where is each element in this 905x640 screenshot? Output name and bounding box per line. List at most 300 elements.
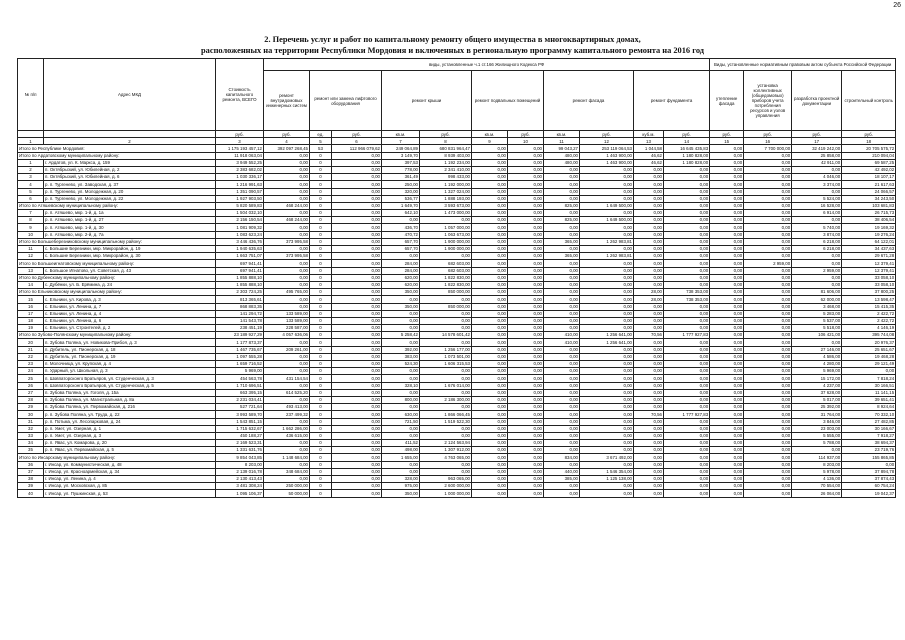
value-cell: 0,00 xyxy=(472,490,508,497)
row-number-cell: 20 xyxy=(18,339,44,346)
value-cell: 365,00 xyxy=(544,238,580,245)
value-cell: 238 451,19 xyxy=(216,325,264,332)
value-cell: 0,00 xyxy=(472,174,508,181)
value-cell: 1 192 234,00 xyxy=(420,159,472,166)
value-cell: 0,00 xyxy=(508,440,544,447)
value-cell: 1 256 641,00 xyxy=(580,332,634,339)
value-cell: 1 175 193 457,12 xyxy=(216,145,264,152)
address-cell: с. Ельники, ул. Ленина, д. 7 xyxy=(44,303,216,310)
value-cell: 6 914,00 xyxy=(792,210,842,217)
value-cell: 0,00 xyxy=(634,274,664,281)
column-number-cell: 8 xyxy=(420,138,472,145)
value-cell: 0,00 xyxy=(332,432,382,439)
value-cell: 0,00 xyxy=(544,260,580,267)
address-cell: р. п. Потьма, ул. Лесопарковая, д. 24 xyxy=(44,418,216,425)
value-cell: 0,00 xyxy=(472,404,508,411)
value-cell: 0,00 xyxy=(744,166,792,173)
row-number-cell: 10 xyxy=(18,231,44,238)
value-cell: 0,00 xyxy=(710,224,744,231)
value-cell: 385,00 xyxy=(544,476,580,483)
value-cell: 0,00 xyxy=(264,246,310,253)
value-cell: 1 659 716,52 xyxy=(216,361,264,368)
value-cell: 0,00 xyxy=(744,303,792,310)
table-row xyxy=(18,181,896,188)
address-cell: Итого по Республике Мордовия: xyxy=(18,145,216,152)
value-cell: 8 924,64 xyxy=(842,404,896,411)
value-cell: 0,00 xyxy=(710,411,744,418)
value-cell: 373 995,58 xyxy=(264,238,310,245)
row-number-cell: 23 xyxy=(18,361,44,368)
value-cell: 0,00 xyxy=(544,411,580,418)
value-cell: 0 xyxy=(310,166,332,173)
value-cell: 0,00 xyxy=(580,440,634,447)
value-cell: 1 351 090,57 xyxy=(216,188,264,195)
value-cell: 0,00 xyxy=(580,361,634,368)
value-cell: 0,00 xyxy=(332,310,382,317)
header-foundation: ремонт фундамента xyxy=(634,71,710,131)
value-cell: 0,00 xyxy=(420,425,472,432)
value-cell: 19 276,24 xyxy=(842,231,896,238)
value-cell: 1 148 684,00 xyxy=(264,454,310,461)
value-cell: 0,00 xyxy=(544,303,580,310)
value-cell: 0,00 xyxy=(744,289,792,296)
value-cell: 1 900 000,00 xyxy=(420,246,472,253)
address-cell: р. п. Тургенево, ул. Молодежная, д. 20 xyxy=(44,188,216,195)
value-cell: 0,00 xyxy=(472,317,508,324)
value-cell: 0,00 xyxy=(472,217,508,224)
column-number-cell: 6 xyxy=(332,138,382,145)
value-cell: 0,00 xyxy=(710,389,744,396)
units-row xyxy=(18,131,896,138)
value-cell: 0,00 xyxy=(664,260,710,267)
value-cell: 411,52 xyxy=(382,440,420,447)
value-cell: 0,00 xyxy=(472,418,508,425)
value-cell: 32 419 242,00 xyxy=(792,145,842,152)
value-cell: 0,00 xyxy=(264,181,310,188)
value-cell: 0,00 xyxy=(664,476,710,483)
value-cell: 0,00 xyxy=(842,461,896,468)
row-number-cell: 36 xyxy=(18,461,44,468)
value-cell: 0,00 xyxy=(472,411,508,418)
value-cell: 0,00 xyxy=(544,267,580,274)
value-cell: 0,00 xyxy=(508,296,544,303)
value-cell: 0,00 xyxy=(710,361,744,368)
value-cell: 0,00 xyxy=(634,281,664,288)
address-cell: р. п. Умет, ул. Озерная, д. 3 xyxy=(44,432,216,439)
value-cell: 6 218,00 xyxy=(792,246,842,253)
value-cell: 0,00 xyxy=(332,253,382,260)
column-number-cell: 11 xyxy=(544,138,580,145)
value-cell: 0,00 xyxy=(634,339,664,346)
value-cell: 0,00 xyxy=(508,159,544,166)
column-number-cell: 18 xyxy=(842,138,896,145)
value-cell: 0,00 xyxy=(744,361,792,368)
address-cell: п. Зубова Поляна, ул. Первомайская, д. 216 xyxy=(44,404,216,411)
value-cell: 1 649 500,00 xyxy=(580,217,634,224)
address-cell: р. п. Атяшево, мкр. 1-й, д. 30 xyxy=(44,224,216,231)
value-cell: 0,00 xyxy=(508,210,544,217)
value-cell: 0,00 xyxy=(544,289,580,296)
address-cell: Итого по Большеигнатовскому муниципальному району: xyxy=(18,260,216,267)
value-cell: 0,00 xyxy=(664,396,710,403)
value-cell: 0,00 xyxy=(744,310,792,317)
row-number-cell: 29 xyxy=(18,404,44,411)
value-cell: 0,00 xyxy=(508,425,544,432)
value-cell: 0 xyxy=(310,181,332,188)
row-number-cell: 21 xyxy=(18,346,44,353)
table-row xyxy=(18,310,896,317)
value-cell: 31 764,00 xyxy=(792,411,842,418)
value-cell: 0,00 xyxy=(508,166,544,173)
value-cell: 0 xyxy=(310,224,332,231)
value-cell: 0,00 xyxy=(332,468,382,475)
address-cell: с. Дубёнки, ул. Б. Ерёмина, д. 24 xyxy=(44,281,216,288)
value-cell: 0,00 xyxy=(332,382,382,389)
page-number: 26 xyxy=(893,2,901,9)
address-cell: п. Ударный, ул. Школьная, д. 3 xyxy=(44,368,216,375)
value-cell: 0,00 xyxy=(472,145,508,152)
value-cell: 0,00 xyxy=(710,382,744,389)
value-cell: 0,00 xyxy=(634,210,664,217)
value-cell: 0,00 xyxy=(472,396,508,403)
value-cell: 0,00 xyxy=(744,490,792,497)
address-cell: Итого по Ардатовскому муниципальному району: xyxy=(18,152,216,159)
row-number-cell: 28 xyxy=(18,396,44,403)
value-cell: 1 467 735,67 xyxy=(216,346,264,353)
value-cell: 0,00 xyxy=(508,246,544,253)
value-cell: 1 125 138,00 xyxy=(580,476,634,483)
value-cell: 1 030 336,17 xyxy=(216,174,264,181)
value-cell: 0,00 xyxy=(508,195,544,202)
value-cell: 0,00 xyxy=(420,432,472,439)
value-cell: 630,00 xyxy=(382,411,420,418)
value-cell: 0,00 xyxy=(264,267,310,274)
value-cell: 0,00 xyxy=(710,152,744,159)
value-cell: 0,00 xyxy=(744,476,792,483)
value-cell: 0,00 xyxy=(710,145,744,152)
value-cell: 0,00 xyxy=(792,339,842,346)
unit-cell: руб. xyxy=(792,131,842,138)
unit-cell: руб. xyxy=(420,131,472,138)
value-cell: 0 xyxy=(310,267,332,274)
value-cell: 397,53 xyxy=(382,159,420,166)
value-cell: 0,00 xyxy=(508,281,544,288)
value-cell: 0 xyxy=(310,281,332,288)
table-row xyxy=(18,461,896,468)
value-cell: 0,00 xyxy=(710,181,744,188)
value-cell: 1 083 623,24 xyxy=(216,231,264,238)
value-cell: 0,00 xyxy=(634,224,664,231)
value-cell: 0,00 xyxy=(634,404,664,411)
address-cell: п. Зубова Поляна, ул. Гоголя, д. 15а xyxy=(44,389,216,396)
value-cell: 0 xyxy=(310,317,332,324)
value-cell: 0,00 xyxy=(508,411,544,418)
value-cell: 12 379,41 xyxy=(842,267,896,274)
value-cell: 0,00 xyxy=(580,231,634,238)
value-cell: 0,00 xyxy=(264,353,310,360)
value-cell: 0 xyxy=(310,476,332,483)
value-cell: 0 xyxy=(310,396,332,403)
value-cell: 0,00 xyxy=(744,238,792,245)
value-cell: 0,00 xyxy=(710,303,744,310)
row-number-cell: 22 xyxy=(18,353,44,360)
address-cell: п. Зубова Поляна, ул. Новикова-Прибоя, д. 3 xyxy=(44,339,216,346)
value-cell: 738 353,00 xyxy=(664,296,710,303)
table-row xyxy=(18,325,896,332)
value-cell: 0,00 xyxy=(472,296,508,303)
value-cell: 2 130 413,43 xyxy=(216,476,264,483)
value-cell: 0,00 xyxy=(710,231,744,238)
value-cell: 30 166,51 xyxy=(842,382,896,389)
value-cell: 0,00 xyxy=(634,166,664,173)
value-cell: 392 097 268,45 xyxy=(264,145,310,152)
header-roof: ремонт крыши xyxy=(382,71,472,131)
value-cell: 1 606 315,53 xyxy=(420,361,472,368)
value-cell: 350,00 xyxy=(382,303,420,310)
table-row xyxy=(18,296,896,303)
value-cell: 0,00 xyxy=(580,432,634,439)
value-cell: 0,00 xyxy=(472,432,508,439)
value-cell: 0,00 xyxy=(382,368,420,375)
value-cell: 0,00 xyxy=(634,454,664,461)
value-cell: 0,00 xyxy=(544,396,580,403)
value-cell: 0,00 xyxy=(744,346,792,353)
value-cell: 365,00 xyxy=(544,253,580,260)
value-cell: 0,00 xyxy=(544,281,580,288)
value-cell: 70,56 xyxy=(634,332,664,339)
value-cell: 42 911,00 xyxy=(792,159,842,166)
value-cell: 0,00 xyxy=(508,483,544,490)
value-cell: 0,00 xyxy=(634,447,664,454)
value-cell: 0 xyxy=(310,174,332,181)
row-number-cell: 2 xyxy=(18,166,44,173)
value-cell: 361,49 xyxy=(382,174,420,181)
value-cell: 0,00 xyxy=(744,217,792,224)
value-cell: 14 578 601,42 xyxy=(420,332,472,339)
value-cell: 4 057 636,06 xyxy=(264,332,310,339)
value-cell: 657,70 xyxy=(382,238,420,245)
value-cell: 0,00 xyxy=(664,461,710,468)
value-cell: 0,00 xyxy=(420,368,472,375)
value-cell: 0,00 xyxy=(580,404,634,411)
value-cell: 0,00 xyxy=(544,310,580,317)
value-cell: 1 855 888,10 xyxy=(216,274,264,281)
column-number-cell: 4 xyxy=(264,138,310,145)
value-cell: 60 754,24 xyxy=(842,483,896,490)
value-cell: 778,00 xyxy=(382,166,420,173)
value-cell: 0,00 xyxy=(472,310,508,317)
column-number-cell: 9 xyxy=(472,138,508,145)
value-cell: 0,00 xyxy=(332,210,382,217)
value-cell: 0,00 xyxy=(332,476,382,483)
value-cell: 21 617,63 xyxy=(842,181,896,188)
value-cell: 0,00 xyxy=(508,396,544,403)
value-cell: 1 710 696,51 xyxy=(216,382,264,389)
value-cell: 0,00 xyxy=(508,152,544,159)
value-cell: 0,00 xyxy=(634,440,664,447)
value-cell: 0,00 xyxy=(634,418,664,425)
value-cell: 0,00 xyxy=(264,188,310,195)
value-cell: 0,00 xyxy=(508,382,544,389)
row-number-cell: 35 xyxy=(18,447,44,454)
table-row xyxy=(18,368,896,375)
value-cell: 0,00 xyxy=(472,260,508,267)
value-cell: 0,00 xyxy=(710,159,744,166)
value-cell: 0,00 xyxy=(744,246,792,253)
value-cell: 0,00 xyxy=(264,159,310,166)
column-number-cell: 12 xyxy=(580,138,634,145)
value-cell: 0,00 xyxy=(634,368,664,375)
value-cell: 1 519 522,30 xyxy=(420,418,472,425)
value-cell: 0,00 xyxy=(634,174,664,181)
value-cell: 0 xyxy=(310,346,332,353)
value-cell: 0,00 xyxy=(472,195,508,202)
value-cell: 5 740,00 xyxy=(792,224,842,231)
unit-cell: руб. xyxy=(332,131,382,138)
value-cell: 825,00 xyxy=(544,217,580,224)
value-cell: 0,00 xyxy=(792,447,842,454)
value-cell: 0,00 xyxy=(664,317,710,324)
value-cell: 23 003,00 xyxy=(792,425,842,432)
value-cell: 0,00 xyxy=(420,389,472,396)
value-cell: 0,00 xyxy=(664,224,710,231)
value-cell: 0,00 xyxy=(634,490,664,497)
value-cell: 0,00 xyxy=(264,440,310,447)
value-cell: 1 463 900,00 xyxy=(580,152,634,159)
value-cell: 0 xyxy=(310,260,332,267)
value-cell: 0,00 xyxy=(744,317,792,324)
row-number-cell: 37 xyxy=(18,468,44,475)
address-cell: р. п. Тургенево, ул. Молодежная, д. 22 xyxy=(44,195,216,202)
value-cell: 0,00 xyxy=(332,238,382,245)
value-cell: 0,00 xyxy=(580,490,634,497)
column-number-cell: 13 xyxy=(634,138,664,145)
value-cell: 0,00 xyxy=(664,404,710,411)
value-cell: 7 700 000,00 xyxy=(744,145,792,152)
value-cell: 0,00 xyxy=(264,281,310,288)
value-cell: 0,00 xyxy=(744,188,792,195)
value-cell: 37 628,00 xyxy=(792,389,842,396)
value-cell: 133 589,00 xyxy=(264,310,310,317)
value-cell: 0,00 xyxy=(332,483,382,490)
value-cell: 0,00 xyxy=(508,404,544,411)
value-cell: 536,77 xyxy=(382,195,420,202)
value-cell: 5 283,00 xyxy=(792,310,842,317)
value-cell: 0 xyxy=(310,418,332,425)
value-cell: 0,00 xyxy=(710,202,744,209)
value-cell: 26 715,73 xyxy=(842,210,896,217)
value-cell: 1 927 903,50 xyxy=(216,195,264,202)
value-cell: 20 705 575,72 xyxy=(842,145,896,152)
value-cell: 0,00 xyxy=(544,375,580,382)
value-cell: 0,00 xyxy=(710,404,744,411)
value-cell: 1 715 632,67 xyxy=(216,425,264,432)
value-cell: 19 169,32 xyxy=(842,224,896,231)
value-cell: 0,00 xyxy=(264,296,310,303)
value-cell: 0,00 xyxy=(472,440,508,447)
value-cell: 0,00 xyxy=(744,339,792,346)
row-number-cell: 30 xyxy=(18,411,44,418)
value-cell: 0,00 xyxy=(332,296,382,303)
value-cell: 0,00 xyxy=(634,310,664,317)
value-cell: 0,00 xyxy=(744,253,792,260)
value-cell: 0,00 xyxy=(580,317,634,324)
value-cell: 1 216 991,63 xyxy=(216,181,264,188)
value-cell: 0,00 xyxy=(264,418,310,425)
address-cell: с. Ельники, ул. Ленина, д. 6 xyxy=(44,317,216,324)
value-cell: 0,00 xyxy=(580,310,634,317)
value-cell: 0,00 xyxy=(634,353,664,360)
value-cell: 4 136,00 xyxy=(792,476,842,483)
value-cell: 0,00 xyxy=(710,166,744,173)
value-cell: 284,00 xyxy=(382,267,420,274)
value-cell: 0,00 xyxy=(264,396,310,403)
value-cell: 0,00 xyxy=(264,210,310,217)
value-cell: 1 327 024,00 xyxy=(420,188,472,195)
value-cell: 0,00 xyxy=(544,317,580,324)
value-cell: 1 177 873,37 xyxy=(216,339,264,346)
value-cell: 0,00 xyxy=(508,418,544,425)
value-cell: 0,00 xyxy=(508,238,544,245)
value-cell: 0,00 xyxy=(264,368,310,375)
value-cell: 0,00 xyxy=(472,166,508,173)
value-cell: 1 180 828,00 xyxy=(664,159,710,166)
value-cell: 0,00 xyxy=(382,217,420,224)
value-cell: 0,00 xyxy=(332,411,382,418)
value-cell: 0,00 xyxy=(472,246,508,253)
value-cell: 53 xyxy=(310,145,332,152)
address-cell: с. Ельники, ул. Строителей, д. 2 xyxy=(44,325,216,332)
value-cell: 0,00 xyxy=(744,389,792,396)
value-cell: 0,00 xyxy=(580,425,634,432)
value-cell: 0,00 xyxy=(508,468,544,475)
value-cell: 0,00 xyxy=(544,382,580,389)
value-cell: 498,00 xyxy=(382,447,420,454)
value-cell: 0,00 xyxy=(634,260,664,267)
value-cell: 0,00 xyxy=(664,375,710,382)
value-cell: 0,00 xyxy=(664,310,710,317)
value-cell: 2 124 563,94 xyxy=(420,440,472,447)
value-cell: 0,00 xyxy=(332,332,382,339)
value-cell: 0,00 xyxy=(508,253,544,260)
value-cell: 0,00 xyxy=(472,267,508,274)
value-cell: 1 649 500,00 xyxy=(580,202,634,209)
value-cell: 1 057 000,00 xyxy=(420,224,472,231)
value-cell: 0,00 xyxy=(580,368,634,375)
value-cell: 16 645 435,83 xyxy=(664,145,710,152)
value-cell: 1 866 066,45 xyxy=(420,411,472,418)
value-cell: 975,00 xyxy=(382,483,420,490)
value-cell: 0,00 xyxy=(544,274,580,281)
value-cell: 0,00 xyxy=(744,202,792,209)
summary-row xyxy=(18,260,896,267)
table-row xyxy=(18,483,896,490)
unit-cell: руб. xyxy=(710,131,744,138)
value-cell: 0,00 xyxy=(710,317,744,324)
value-cell: 0 xyxy=(310,325,332,332)
value-cell: 350,00 xyxy=(382,289,420,296)
value-cell: 7 918,27 xyxy=(842,432,896,439)
value-cell: 4 586,00 xyxy=(792,353,842,360)
value-cell: 0,00 xyxy=(634,468,664,475)
value-cell: 0,00 xyxy=(792,188,842,195)
row-number-cell: 5 xyxy=(18,188,44,195)
value-cell: 37 800,25 xyxy=(842,289,896,296)
value-cell: 0,00 xyxy=(710,339,744,346)
value-cell: 2 341 410,00 xyxy=(420,166,472,173)
value-cell: 2 156 150,54 xyxy=(216,217,264,224)
value-cell: 0,00 xyxy=(710,440,744,447)
